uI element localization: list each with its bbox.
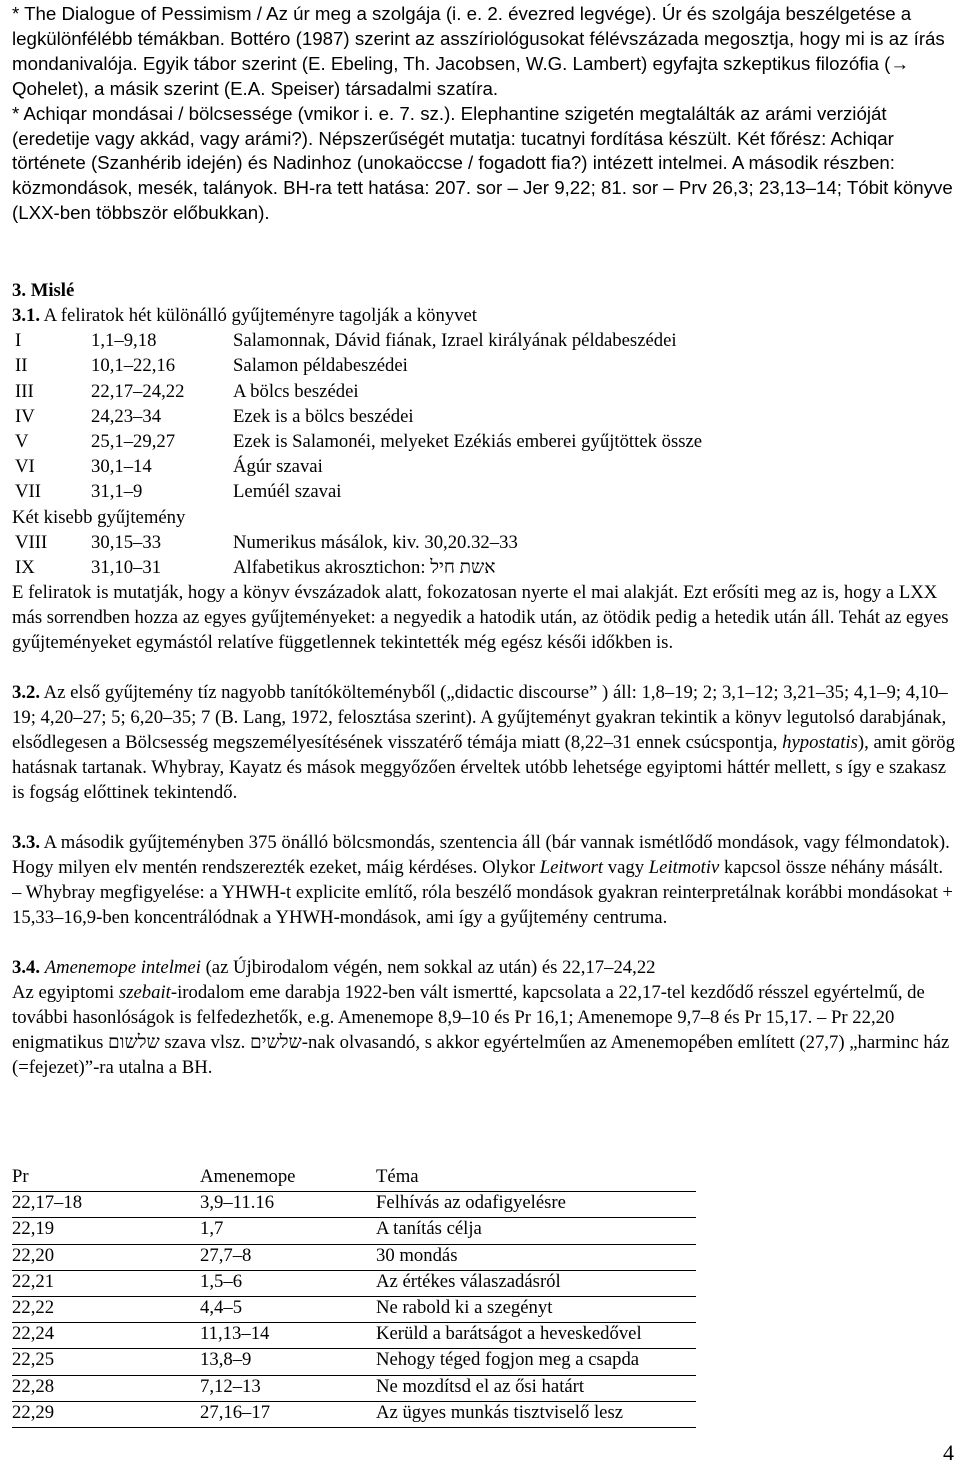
collection-range: 30,1–14 xyxy=(91,456,152,478)
table-cell: Ne rabold ki a szegényt xyxy=(376,1296,696,1322)
table-cell: 3,9–11.16 xyxy=(200,1192,376,1218)
collections-list xyxy=(12,328,957,504)
collection-range: 24,23–34 xyxy=(91,405,162,427)
collection-title: Ezek is a bölcs beszédei xyxy=(233,405,414,427)
section-3-1-intro xyxy=(12,303,957,328)
collection-title: A bölcs beszédei xyxy=(233,380,359,402)
collection-number: III xyxy=(15,380,34,402)
collection-number: IX xyxy=(15,556,35,578)
pessimism-text: * The Dialogue of Pessimism / Az úr meg a szolgája (i. e. 2. évezred legvége). Úr és szolgája beszélgetése a legkülönfélébb témákban. Bottéro (1987) szerint az asszíriológusokat félévszázada megosztja, hogy mi is az írás mondanivalója. Egyik tábor szerint (E. Ebeling, Th. Jacobsen, W.G. Lambert) egyfajta szkeptikus filozófia ( xyxy=(12,3,945,74)
achiqar-paragraph: * Achiqar mondásai / bölcsessége (vmikor i. e. 7. sz.). Elephantine szigetén megtalálták az arámi verzióját (eredetije vagy akkád, vagy arámi?). Népszerűségét mutatja: tucatnyi fordítása készült. Két főrész: Achiqar története (Szanhérib idején) és Nadinhoz (unokaöccse / fogadott fia?) intézett intelmei. A második részben: közmondások, mesék, talányok. BH-ra tett hatása: 207. sor – Jer 9,22; 81. sor – Prv 26,3; 23,13–14; Tóbit könyve (LXX-ben többször előbukkan). xyxy=(12,102,953,224)
section-3-3-paragraph: 3.3. A második gyűjteményben 375 önálló bölcsmondás, szentencia áll (bár vannak ismétlődő mondások, vagy félmondatok). Hogy milyen elv mentén rendszerezték ezeket, máig kérdéses. Olykor Leitwort vagy Leitmotiv kapcsol össze néhány másált. – Whybray megfigyelése: a YHWH-t explicite említő, róla beszélő mondások gyakran reinterpretálnak korábbi mondásokat + 15,33–16,9-ben koncentrálódnak a YHWH-mondások, ami így a gyűjtemény centruma. xyxy=(12,832,953,929)
pessimism-paragraph xyxy=(12,0,957,102)
collection-range: 1,1–9,18 xyxy=(91,330,157,352)
section-heading: 3. Mislé xyxy=(12,280,75,302)
hebrew-word: שלשים xyxy=(249,1032,302,1054)
table-cell: 11,13–14 xyxy=(200,1323,376,1349)
collection-row xyxy=(12,530,957,555)
table-cell: 22,28 xyxy=(12,1375,200,1401)
table-row xyxy=(12,1375,696,1401)
section-3-2-paragraph: 3.2. Az első gyűjtemény tíz nagyobb tanítókölteményből („didactic discourse” ) áll: 1,8–19; 2; 3,1–12; 3,21–35; 4,1–9; 4,10–19; 4,20–27; 5; 6,20–35; 7 (B. Lang, 1972, felosztása szerint). A gyűjteményt gyakran tekintik a könyv legutolsó darabjának, elsődlegesen a Bölcsesség megszemélyesítésének visszatérő témája miatt (8,22–31 ennek csúcspontja, hypostatis), amit görög hatásnak tartanak. Whybray, Kayatz és mások meggyőzően érveltek utóbb lehetsége egyiptomi háttér mellett, s így e szakasz is fogság előttinek tekintendő. xyxy=(12,682,955,804)
collection-number: VIII xyxy=(15,531,48,553)
table-cell: 7,12–13 xyxy=(200,1375,376,1401)
table-cell: 13,8–9 xyxy=(200,1349,376,1375)
collection-title: Salamonnak, Dávid fiának, Izrael királyának példabeszédei xyxy=(233,330,677,352)
table-row xyxy=(12,1270,696,1296)
table-cell: 4,4–5 xyxy=(200,1296,376,1322)
table-cell: 27,16–17 xyxy=(200,1401,376,1427)
section-number: 3.1. xyxy=(12,305,41,327)
table-row xyxy=(12,1192,696,1218)
table-header-row xyxy=(12,1166,696,1192)
table-row xyxy=(12,1349,696,1375)
pessimism-text-rest: Qohelet), a másik szerint (E.A. Speiser) társadalmi szatíra. xyxy=(12,77,499,99)
collection-row xyxy=(12,404,957,429)
table-cell: Ne mozdítsd el az ősi határt xyxy=(376,1375,696,1401)
collection-title: Lemúél szavai xyxy=(233,481,342,503)
collection-number: VII xyxy=(15,481,41,503)
table-cell: Kerüld a barátságot a heveskedővel xyxy=(376,1323,696,1349)
table-cell: Nehogy téged fogjon meg a csapda xyxy=(376,1349,696,1375)
section-text: A feliratok hét különálló gyűjteményre tagolják a könyvet xyxy=(40,305,477,327)
section-3-4-heading: 3.4. Amenemope intelmei (az Újbirodalom végén, nem sokkal az után) és 22,17–24,22 xyxy=(12,957,656,979)
table-row xyxy=(12,1218,696,1244)
collection-range: 22,17–24,22 xyxy=(91,380,185,402)
collection-number: II xyxy=(15,355,28,377)
table-cell: A tanítás célja xyxy=(376,1218,696,1244)
table-header-cell: Téma xyxy=(376,1166,696,1192)
section-number: 3.4. xyxy=(12,957,41,979)
document-page xyxy=(12,0,957,1423)
table-cell: 1,7 xyxy=(200,1218,376,1244)
collection-number: V xyxy=(15,430,29,452)
table-cell: 22,21 xyxy=(12,1270,200,1296)
table-cell: 1,5–6 xyxy=(200,1270,376,1296)
section-3-1-paragraph: E feliratok is mutatják, hogy a könyv évszázadok alatt, fokozatosan nyerte el mai alakját. Ezt erősíti meg az is, hogy a LXX más sorrendben hozza az egyes gyűjteményeket: a negyedik a hatodik után, az ötödik pedig a hetedik után áll. Tehát az egyes gyűjteményeket egymástól relatíve függetlennek tekintették még egész késői időkben is. xyxy=(12,582,949,654)
collection-range: 25,1–29,27 xyxy=(91,430,176,452)
collection-title: Ezek is Salamonéi, melyeket Ezékiás emberei gyűjtöttek össze xyxy=(233,430,703,452)
collection-row xyxy=(12,379,957,404)
table-cell: Az ügyes munkás tisztviselő lesz xyxy=(376,1401,696,1427)
small-collections-list xyxy=(12,530,957,580)
table-cell: 27,7–8 xyxy=(200,1244,376,1270)
collection-row xyxy=(12,328,957,353)
hebrew-word: אשת חיל xyxy=(430,556,496,578)
table-row xyxy=(12,1401,696,1427)
collection-range: 31,1–9 xyxy=(91,481,143,503)
collection-title: Numerikus másálok, kiv. 30,20.32–33 xyxy=(233,531,518,553)
small-collections-heading: Két kisebb gyűjtemény xyxy=(12,506,186,528)
table-cell: 22,20 xyxy=(12,1244,200,1270)
page-number: 4 xyxy=(943,1440,954,1465)
table-cell: 22,17–18 xyxy=(12,1192,200,1218)
hebrew-word: שלשום xyxy=(108,1032,160,1054)
table-cell: 22,25 xyxy=(12,1349,200,1375)
intro-section xyxy=(12,0,957,226)
table-cell: 22,29 xyxy=(12,1401,200,1427)
collection-number: VI xyxy=(15,456,35,478)
section-3-4-paragraph: Az egyiptomi szebait-irodalom eme darabja 1922-ben vált ismertté, kapcsolata a 22,17-tel kezdődő résszel egyértelmű, de további hasonlóságok is felfedezhetők, e.g. Amenemope 8,9–10 és Pr 16,1; Amenemope 9,7–8 és Pr 15,17. – Pr 22,20 enigmatikus שלשום szava vlsz. שלשים-nak olvasandó, s akkor egyértelműen az Amenemopében említett (27,7) „harminc ház (=fejezet)”-ra utalna a BH. xyxy=(12,982,950,1079)
collection-title: Ágúr szavai xyxy=(233,456,323,478)
table-header-cell: Amenemope xyxy=(200,1166,376,1192)
table-row xyxy=(12,1244,696,1270)
table-row xyxy=(12,1296,696,1322)
section-number: 3.2. xyxy=(12,682,41,704)
table-row xyxy=(12,1323,696,1349)
table-cell: Az értékes válaszadásról xyxy=(376,1270,696,1296)
table-cell: 30 mondás xyxy=(376,1244,696,1270)
collection-row xyxy=(12,555,957,580)
section-number: 3.3. xyxy=(12,832,41,854)
collection-number: I xyxy=(15,330,22,352)
table-cell: 22,19 xyxy=(12,1218,200,1244)
collection-range: 31,10–31 xyxy=(91,556,162,578)
collection-row xyxy=(12,429,957,454)
collection-title: Alfabetikus akrosztichon: xyxy=(233,556,431,578)
pr-amenemope-table xyxy=(12,1166,696,1428)
collection-title: Salamon példabeszédei xyxy=(233,355,408,377)
collection-range: 30,15–33 xyxy=(91,531,162,553)
table-cell: Felhívás az odafigyelésre xyxy=(376,1192,696,1218)
collection-number: IV xyxy=(15,405,35,427)
arrow-icon: → xyxy=(890,52,910,74)
collection-row xyxy=(12,479,957,504)
collection-row xyxy=(12,454,957,479)
table-cell: 22,22 xyxy=(12,1296,200,1322)
table-cell: 22,24 xyxy=(12,1323,200,1349)
section-3 xyxy=(12,278,957,1080)
collection-range: 10,1–22,16 xyxy=(91,355,176,377)
table-header-cell: Pr xyxy=(12,1166,200,1192)
collection-row xyxy=(12,353,957,378)
